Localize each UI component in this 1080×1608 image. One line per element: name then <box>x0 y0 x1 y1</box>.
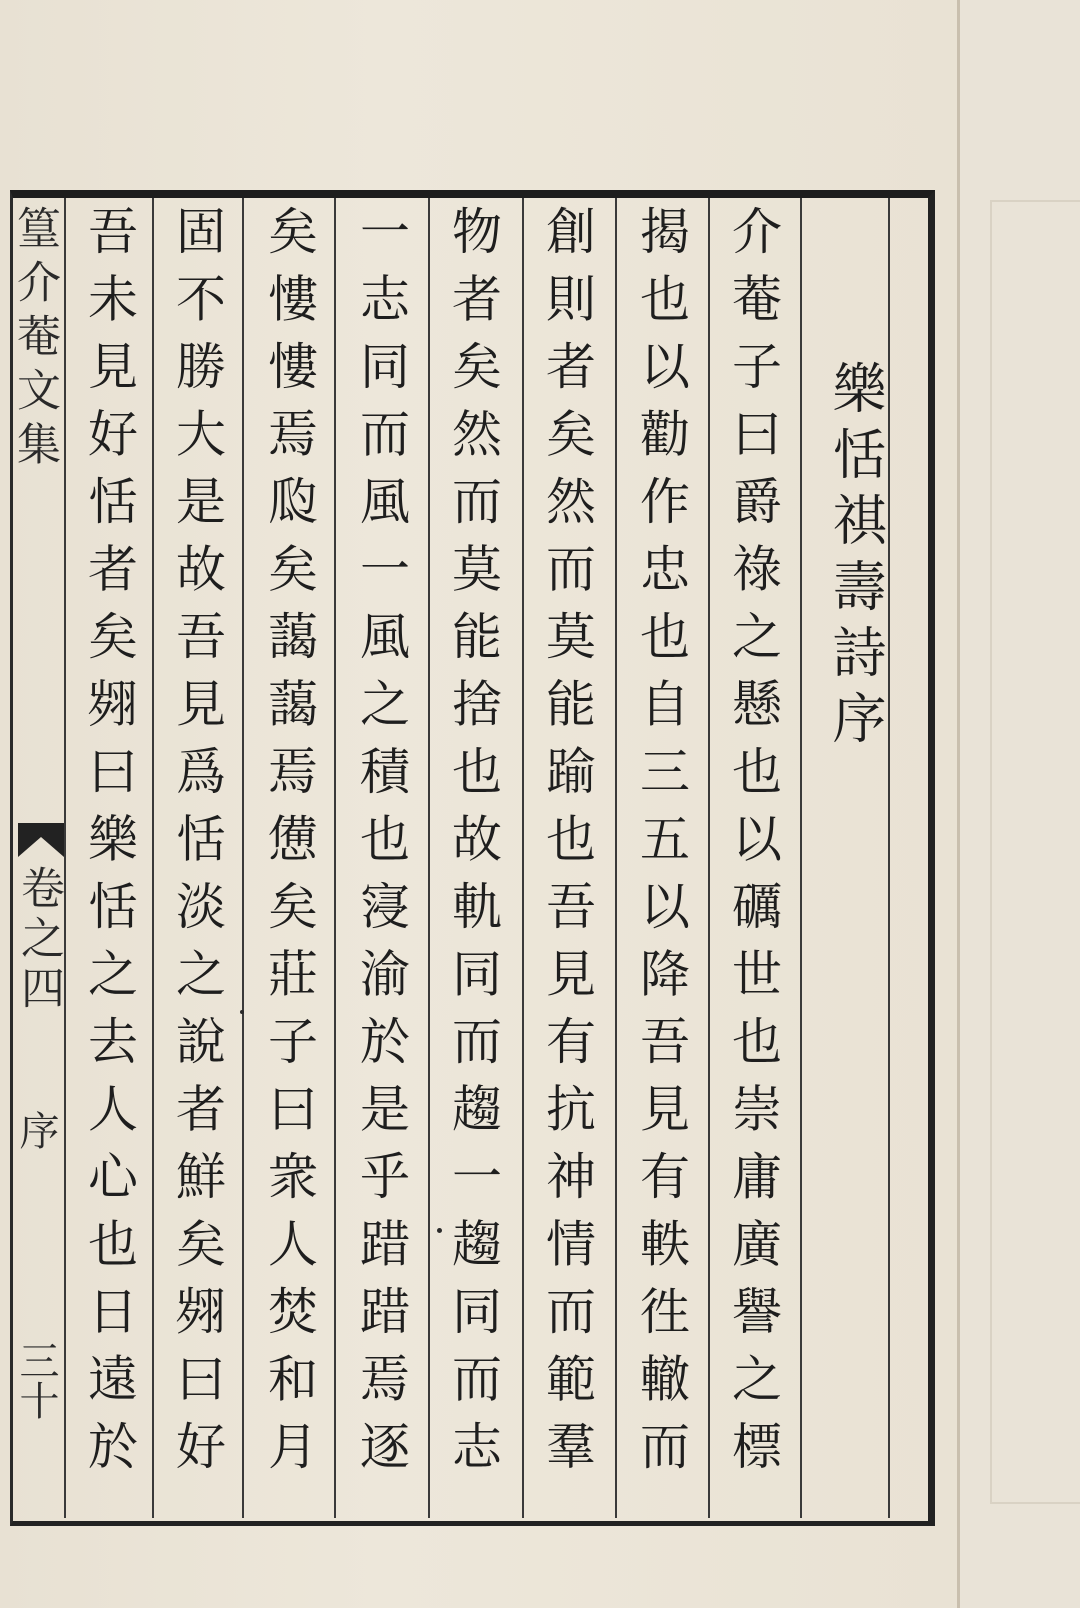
adjacent-page <box>960 0 1080 1608</box>
text-column: 物者矣然而莫能捨也故軌同而趨一趨同而志 <box>444 205 502 1488</box>
column-rule <box>888 198 890 1518</box>
page-number: 三十 <box>13 1340 59 1420</box>
text-column: 吾未見好恬者矣翙曰樂恬之去人心也日遠於 <box>80 205 138 1488</box>
section-label: 序 <box>13 1110 59 1150</box>
column-rule <box>64 198 66 1518</box>
book-title: 篁介菴文集 <box>9 205 60 475</box>
column-rule <box>152 198 154 1518</box>
center-strip <box>9 205 64 1515</box>
fish-tail-mark-icon <box>18 823 64 865</box>
column-rule <box>242 198 244 1518</box>
ink-speck <box>437 1228 442 1233</box>
text-column: 固不勝大是故吾見爲恬淡之說者鮮矣翙曰好 <box>168 205 226 1488</box>
text-column: 創則者矣然而莫能踰也吾見有抗神情而範羣 <box>538 205 596 1488</box>
column-rule <box>615 198 617 1518</box>
column-rule <box>800 198 802 1518</box>
text-column: 介菴子曰爵祿之懸也以礪世也崇庸廣譽之標 <box>724 205 782 1488</box>
ink-speck <box>240 1010 244 1014</box>
column-rule <box>428 198 430 1518</box>
text-column: 矣慺慺焉瓝矣藹藹焉憊矣莊子曰衆人焚和月 <box>260 205 318 1488</box>
column-rule <box>522 198 524 1518</box>
column-rule <box>708 198 710 1518</box>
bleed-through-frame <box>990 200 1080 1504</box>
text-column: 揭也以勸作忠也自三五以降吾見有軼徃轍而 <box>632 205 690 1488</box>
essay-title: 樂恬祺壽詩序 <box>824 360 887 756</box>
column-rule <box>334 198 336 1518</box>
text-column: 一志同而風一風之積也寖渝於是乎踖踖焉逐 <box>352 205 410 1488</box>
volume-label: 卷之四 <box>13 865 64 1015</box>
